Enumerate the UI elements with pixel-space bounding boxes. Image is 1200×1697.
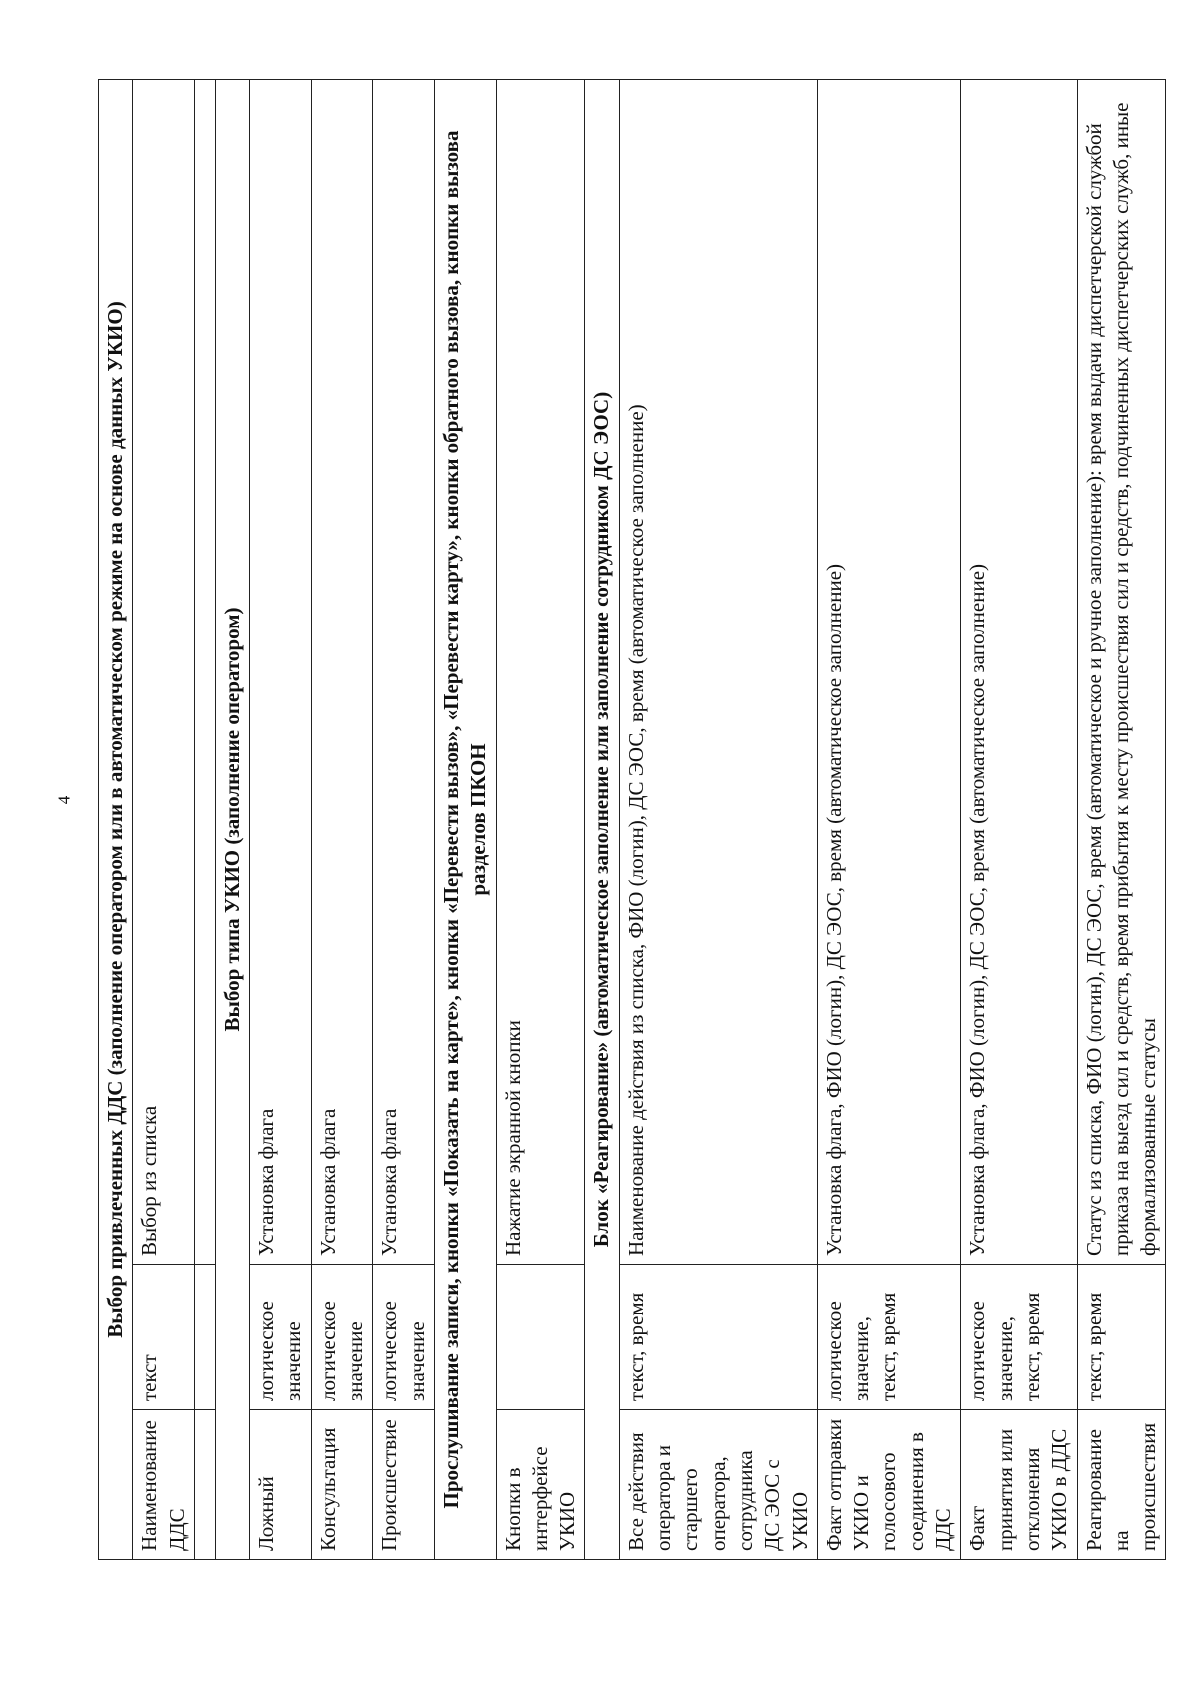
section-row xyxy=(585,79,619,1559)
table-row xyxy=(311,79,373,1559)
table-row xyxy=(961,79,1077,1559)
section-title-listen: Прослушивание записи, кнопки «Показать на карте», кнопки «Перевести вызов», «Перевести карту», кнопки обратного вызова, кнопки вызова разделов ПКОН xyxy=(434,79,496,1559)
field-fill-method: Выбор из списка xyxy=(133,79,195,1264)
field-fill-method: Установка флага xyxy=(250,79,312,1264)
section-title-ddc: Выбор привлеченных ДДС (заполнение оператором или в автоматическом режиме на основе данных УКИО) xyxy=(99,79,133,1559)
table-row xyxy=(817,79,960,1559)
page-number: 4 xyxy=(54,795,74,805)
field-name: Факт принятия или отклонения УКИО в ДДС xyxy=(961,1410,1077,1560)
field-fill-method: Установка флага, ФИО (логин), ДС ЭОС, время (автоматическое заполнение) xyxy=(817,79,960,1264)
table-row xyxy=(1077,79,1166,1559)
field-type: логическое значение, текст, время xyxy=(817,1265,960,1410)
blank-cell xyxy=(194,1265,215,1410)
field-type: логическое значение xyxy=(311,1265,373,1410)
section-row xyxy=(434,79,496,1559)
field-type xyxy=(496,1265,585,1410)
blank-row xyxy=(194,79,215,1559)
table-row xyxy=(619,79,817,1559)
field-name: Факт отправки УКИО и голосового соединения в ДДС xyxy=(817,1410,960,1560)
field-type: логическое значение, текст, время xyxy=(961,1265,1077,1410)
field-type: логическое значение xyxy=(250,1265,312,1410)
blank-cell xyxy=(194,1410,215,1560)
section-row xyxy=(215,79,249,1559)
section-row xyxy=(99,79,133,1559)
table-row xyxy=(250,79,312,1559)
field-name: Происшествие xyxy=(373,1410,435,1560)
field-type: текст, время xyxy=(1077,1265,1166,1410)
field-fill-method: Установка флага, ФИО (логин), ДС ЭОС, время (автоматическое заполнение) xyxy=(961,79,1077,1264)
section-title-ukio-type: Выбор типа УКИО (заполнение оператором) xyxy=(215,79,249,1559)
field-name: Наименование ДДС xyxy=(133,1410,195,1560)
field-name: Все действия оператора и старшего оператора, сотрудника ДС ЭОС с УКИО xyxy=(619,1410,817,1560)
blank-cell xyxy=(194,79,215,1264)
table-row xyxy=(496,79,585,1559)
field-fill-method: Статус из списка, ФИО (логин), ДС ЭОС, время (автоматическое и ручное заполнение): время выдачи диспетчерской службой приказа на выезд сил и средств, время прибытия к месту происшествия сил и средств, подчиненных диспетчерских служб, иные формализованные статусы xyxy=(1077,79,1166,1264)
field-fill-method: Нажатие экранной кнопки xyxy=(496,79,585,1264)
field-fill-method: Наименование действия из списка, ФИО (логин), ДС ЭОС, время (автоматическое заполнение) xyxy=(619,79,817,1264)
field-name: Кнопки в интерфейсе УКИО xyxy=(496,1410,585,1560)
rotated-page-content xyxy=(98,50,1161,1560)
field-fill-method: Установка флага xyxy=(311,79,373,1264)
field-type: текст xyxy=(133,1265,195,1410)
field-fill-method: Установка флага xyxy=(373,79,435,1264)
field-type: текст, время xyxy=(619,1265,817,1410)
field-name: Ложный xyxy=(250,1410,312,1560)
field-name: Реагирование на происшествия xyxy=(1077,1410,1166,1560)
table-row xyxy=(133,79,195,1559)
table-row xyxy=(373,79,435,1559)
requirements-table xyxy=(98,79,1166,1560)
section-title-react: Блок «Реагирование» (автоматическое заполнение или заполнение сотрудником ДС ЭОС) xyxy=(585,79,619,1559)
field-type: логическое значение xyxy=(373,1265,435,1410)
field-name: Консультация xyxy=(311,1410,373,1560)
